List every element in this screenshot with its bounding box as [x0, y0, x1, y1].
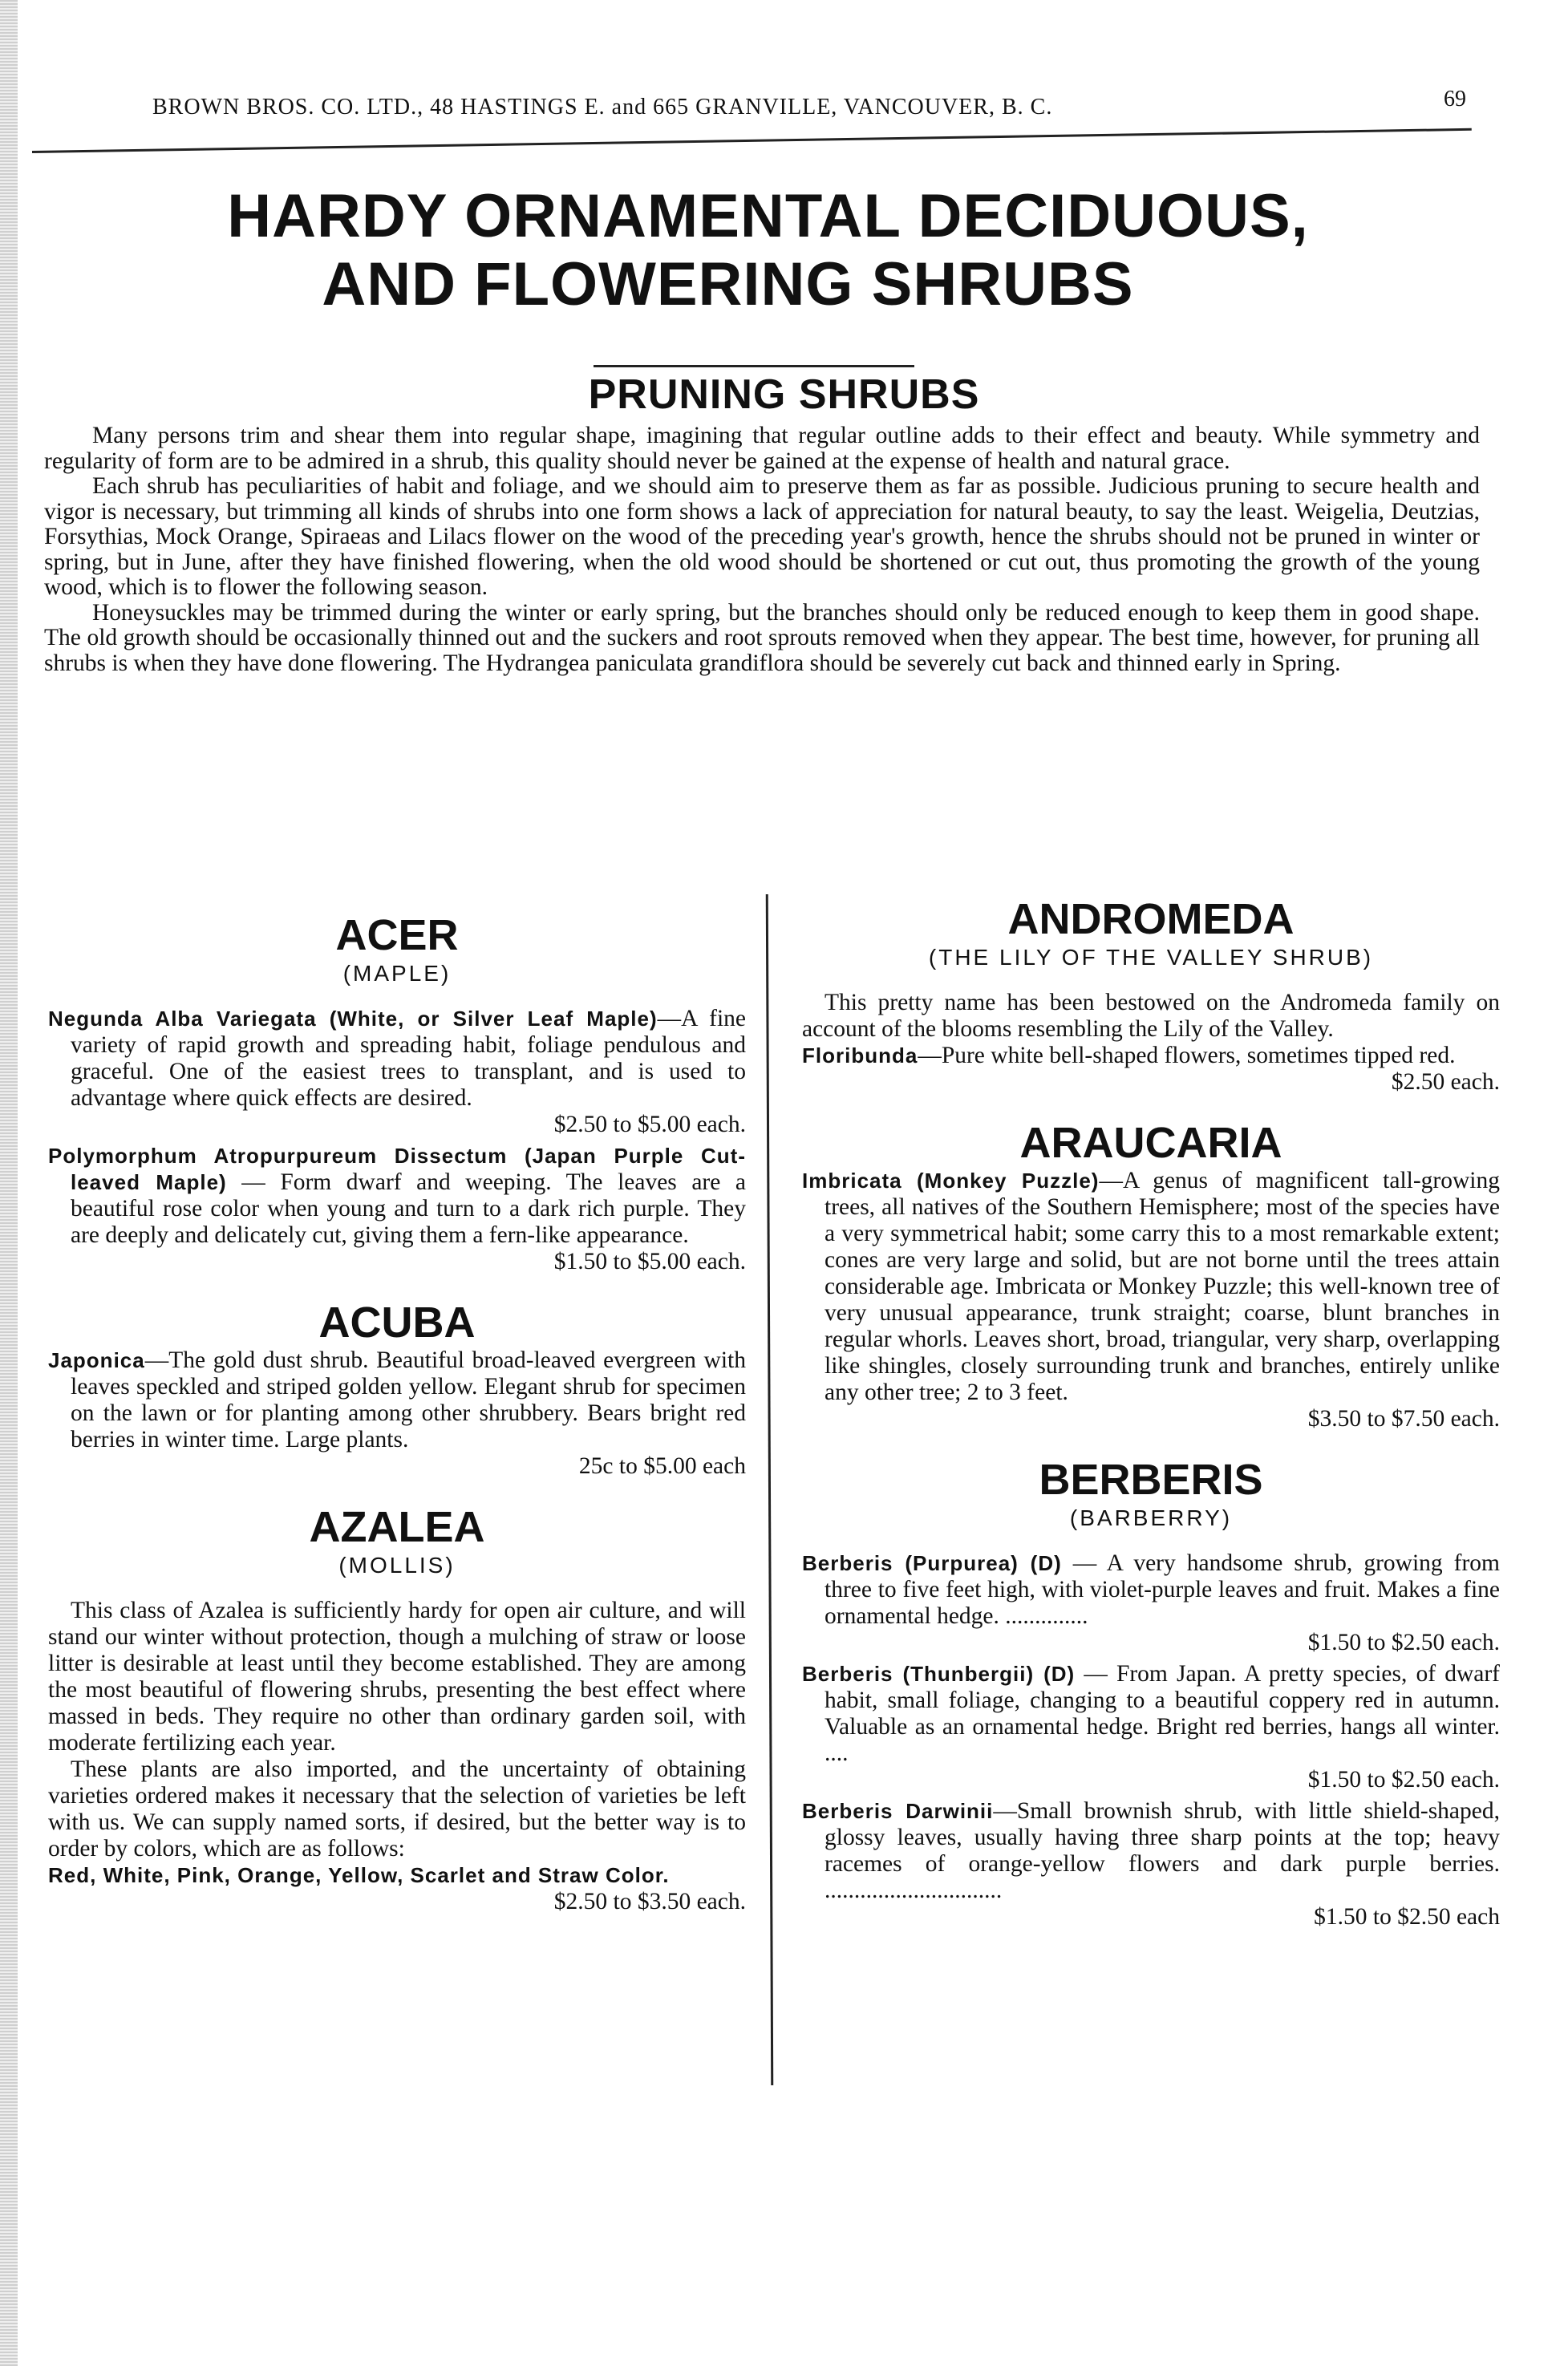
right-column — [802, 894, 1500, 1953]
pruning-heading: PRUNING SHRUBS — [588, 371, 980, 418]
genus-heading: BERBERIS — [1039, 1456, 1263, 1504]
plant-name: Negunda Alba Variegata (White, or Silver Leaf Maple) — [48, 1007, 658, 1031]
azalea-paragraph: These plants are also imported, and the uncertainty of obtaining varieties ordered makes it necessary that the selection of varieties be left with us. We can supply named sorts, if desired, but the better way is to order by colors, which are as follows: — [48, 1756, 746, 1862]
pruning-paragraph: Each shrub has peculiarities of habit and foliage, and we should aim to preserve them as far as possible. Judicious pruning to secure health and vigor is necessary, but trimming all kinds of shrubs into one form shows a lack of appreciation for natural beauty, to say the least. Weigelia, Deutzias, Forsythias, Mock Orange, Spiraeas and Lilacs flower on the wood of the preceding year's growth, hence the shrubs should not be pruned in winter or spring, but in June, after they have finished flowering, when the old wood should be shortened or cut out, thus promoting the growth of the young wood, which is to flower the following season. — [44, 473, 1480, 600]
plant-description: — From Japan. A pretty species, of dwarf habit, small foliage, changing to a beautiful coppery red in autumn. Valuable as an ornamental hedge. Bright red berries, hangs all winter. .... — [825, 1661, 1500, 1766]
plant-entry — [802, 1043, 1500, 1096]
plant-description: —Pure white bell-shaped flowers, sometimes tipped red. — [918, 1043, 1456, 1068]
running-head: BROWN BROS. CO. LTD., 48 HASTINGS E. and 665 GRANVILLE, VANCOUVER, B. C. — [152, 95, 1053, 120]
plant-price: 25c to $5.00 each — [578, 1453, 746, 1479]
plant-price: $1.50 to $5.00 each. — [553, 1249, 746, 1274]
plant-price: $1.50 to $2.50 each. — [1307, 1767, 1500, 1793]
genus-heading: ANDROMEDA — [1007, 895, 1295, 943]
plant-entry — [802, 1550, 1500, 1656]
plant-entry — [48, 1143, 746, 1275]
plant-name: Berberis Darwinii — [802, 1799, 994, 1823]
plant-name: Floribunda — [802, 1043, 918, 1068]
pruning-paragraph: Many persons trim and shear them into regular shape, imagining that regular outline adds to their effect and beauty. While symmetry and regularity of form are to be admired in a shrub, this quality should never be gained at the expense of health and natural grace. — [44, 423, 1480, 474]
plant-entry — [802, 1661, 1500, 1793]
common-name: (MAPLE) — [342, 961, 452, 986]
plant-description: —Small brownish shrub, with little shield-shaped, glossy leaves, usually having three sharp points at the top; heavy racemes of orange-yellow flowers and dark purple berries. .............................. — [825, 1798, 1500, 1903]
azalea-colors-entry — [48, 1862, 746, 1915]
plant-name: Japonica — [48, 1348, 145, 1372]
plant-price: $2.50 to $5.00 each. — [553, 1112, 746, 1137]
plant-entry — [48, 1347, 746, 1480]
genus-heading: AZALEA — [309, 1503, 485, 1551]
header-rule — [32, 128, 1472, 153]
genus-heading: ARAUCARIA — [1019, 1119, 1282, 1167]
section-acer — [48, 910, 746, 1275]
title-divider — [594, 365, 914, 367]
plant-entry — [802, 1798, 1500, 1930]
genus-heading: ACER — [335, 911, 459, 959]
pruning-paragraph: Honeysuckles may be trimmed during the winter or early spring, but the branches should only be reduced enough to keep them in good shape. The old growth should be occasionally thinned out and the suckers and root sprouts removed when they appear. The best time, however, for pruning all shrubs is when they have done flowering. The Hydrangea paniculata grandiflora should be severely cut back and thinned early in Spring. — [44, 599, 1480, 676]
plant-price: $2.50 each. — [1391, 1069, 1500, 1095]
pruning-intro — [44, 423, 1480, 676]
common-name: (MOLLIS) — [338, 1553, 456, 1578]
azalea-colors: Red, White, Pink, Orange, Yellow, Scarlet and Straw Color. — [48, 1863, 670, 1887]
azalea-paragraph: This class of Azalea is sufficiently hardy for open air culture, and will stand our winter without protection, though a mulching of straw or loose litter is desirable at least until they become established. They are among the most beautiful of flowering shrubs, presenting the best effect where massed in beds. They require no other than ordinary garden soil, with moderate fertilizing each year. — [48, 1598, 746, 1756]
page-number: 69 — [1444, 87, 1466, 111]
plant-name: Berberis (Purpurea) (D) — [802, 1551, 1062, 1575]
plant-price: $1.50 to $2.50 each — [1314, 1904, 1500, 1930]
column-divider — [766, 894, 773, 2085]
plant-entry — [802, 1168, 1500, 1432]
genus-heading: ACUBA — [318, 1298, 476, 1347]
plant-name: Imbricata (Monkey Puzzle) — [802, 1169, 1100, 1193]
page-title-line-2: AND FLOWERING SHRUBS — [322, 250, 1134, 318]
common-name: (THE LILY OF THE VALLEY SHRUB) — [928, 945, 1374, 970]
plant-name: Berberis (Thunbergii) (D) — [802, 1662, 1076, 1686]
plant-price: $2.50 to $3.50 each. — [553, 1889, 746, 1914]
plant-description: — A very handsome shrub, growing from three to five feet high, with violet-purple leaves and fruit. Makes a fine ornamental hedge. .............. — [825, 1550, 1500, 1629]
plant-description: —The gold dust shrub. Beautiful broad-leaved evergreen with leaves speckled and striped golden yellow. Elegant shrub for specimen on the lawn or for planting among other shrubbery. Bears bright red berries in winter time. Large plants. — [71, 1347, 746, 1452]
section-araucaria — [802, 1118, 1500, 1432]
andromeda-intro: This pretty name has been bestowed on the Andromeda family on account of the blooms resembling the Lily of the Valley. — [802, 990, 1500, 1042]
plant-entry — [48, 1006, 746, 1138]
common-name: (BARBERRY) — [1069, 1505, 1233, 1530]
section-berberis — [802, 1455, 1500, 1930]
plant-price: $1.50 to $2.50 each. — [1307, 1630, 1500, 1655]
plant-price: $3.50 to $7.50 each. — [1307, 1406, 1500, 1432]
section-acuba — [48, 1298, 746, 1480]
left-column — [48, 910, 746, 1938]
plant-name: Polymorphum Atropurpureum Dissectum (Japan Purple Cut-leaved Maple) — [48, 1144, 746, 1194]
section-andromeda — [802, 894, 1500, 1096]
plant-description: —A fine variety of rapid growth and spreading habit, foliage pendulous and graceful. One of the easiest trees to transplant, and is used to advantage where quick effects are desired. — [71, 1006, 746, 1111]
plant-description: —A genus of magnificent tall-growing trees, all natives of the Southern Hemisphere; most of the species have a very symmetrical habit; some carry this to a most remarkable extent; cones are very large and solid, but are not borne until the trees attain considerable age. Imbricata or Monkey Puzzle; this well-known tree of very unusual appearance, trunk straight; coarse, blunt branches in regular whorls. Leaves short, broad, triangular, very sharp, overlapping like shingles, closely surrounding trunk and branches, entirely unlike any other tree; 2 to 3 feet. — [825, 1168, 1500, 1405]
page-title-line-1: HARDY ORNAMENTAL DECIDUOUS, — [227, 182, 1309, 250]
plant-description: — Form dwarf and weeping. The leaves are a beautiful rose color when young and turn to a dark rich purple. They are deeply and delicately cut, giving them a fern-like appearance. — [71, 1169, 746, 1248]
section-azalea — [48, 1502, 746, 1915]
scan-edge-shadow — [0, 0, 18, 2366]
